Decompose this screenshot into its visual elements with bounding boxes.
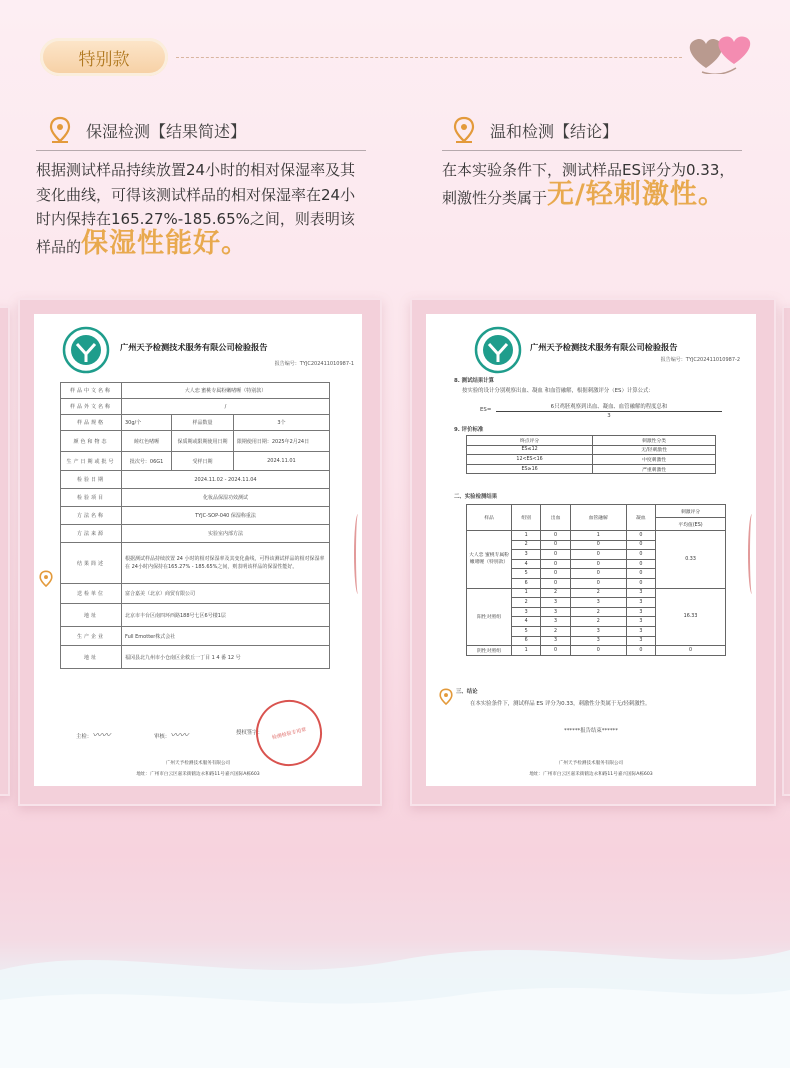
table-cell: 6 — [512, 636, 541, 646]
report1-table — [60, 382, 330, 669]
table-cell: 大人恋 蜜桃专属粉嫩啫喱（特别款） — [122, 383, 330, 399]
table-cell: 颜色和物态 — [61, 431, 122, 452]
section8-title: 8. 测试结果计算 — [454, 378, 495, 384]
table-cell: 0 — [570, 559, 626, 569]
table-cell: 0 — [570, 578, 626, 588]
table-cell: 2 — [512, 598, 541, 608]
table-cell: 阳性对照组 — [467, 588, 512, 646]
mildness-section-title: 温和检测【结论】 — [452, 116, 618, 144]
report2-footer-address: 地址：广州市白云区嘉禾街鹤边永和路11号嘉兴国际A栋603 — [529, 772, 653, 777]
results-table — [466, 504, 726, 656]
section8-text: 按实验的设计分别观察出血、凝血 和血管融解，根据刺激评分（ES）计算公式： — [462, 388, 654, 394]
table-cell: 终点评分 — [467, 436, 593, 446]
table-cell: 3个 — [233, 415, 329, 431]
header-divider — [176, 57, 682, 58]
table-cell: 2 — [541, 588, 570, 598]
table-cell: 批次号：06G1 — [122, 452, 172, 471]
moisture-divider — [36, 150, 366, 151]
table-cell: 1 — [512, 588, 541, 598]
table-cell: 0 — [626, 559, 655, 569]
edge-stamp — [354, 514, 362, 594]
table-cell: 化妆品保湿功效测试 — [122, 489, 330, 507]
table-cell: 3 — [570, 636, 626, 646]
table-cell: 0 — [570, 550, 626, 560]
criteria-table — [466, 435, 716, 474]
table-cell: 3 — [626, 626, 655, 636]
table-cell: 2 — [570, 607, 626, 617]
report-end: ******报告结束****** — [564, 728, 618, 734]
table-cell: 组别 — [512, 505, 541, 531]
formula-label: ES= — [480, 407, 492, 413]
table-cell: 3 — [541, 598, 570, 608]
table-cell: 检验日期 — [61, 471, 122, 489]
table-cell: 0.33 — [656, 531, 726, 589]
table-cell: 结果简述 — [61, 543, 122, 584]
table-cell: 福冈县北九州市小仓南区企救丘一丁目 1 4 番 12 号 — [122, 646, 330, 669]
table-cell: 0 — [541, 550, 570, 560]
table-cell: 地址 — [61, 646, 122, 669]
table-cell: 严重刺激性 — [593, 464, 716, 474]
table-cell: 0 — [626, 569, 655, 579]
table-cell: 北京市丰台区南四环西路188号七区6号楼1层 — [122, 604, 330, 627]
special-badge: 特别款 — [40, 38, 168, 76]
table-cell: 1 — [570, 531, 626, 541]
table-cell: 3 — [626, 588, 655, 598]
table-cell: 大人恋 蜜桃专属粉嫩啫喱（特别款） — [467, 531, 512, 589]
table-cell: 5 — [512, 626, 541, 636]
table-cell: 3 — [541, 636, 570, 646]
location-pin-icon — [48, 116, 72, 144]
table-cell: 3 — [626, 617, 655, 627]
formula-denominator: 3 — [607, 413, 611, 419]
table-cell: 0 — [541, 540, 570, 550]
table-cell: 样品外文名称 — [61, 399, 122, 415]
table-cell: 0 — [626, 550, 655, 560]
table-cell: 0 — [626, 531, 655, 541]
table-cell: 中度刺激性 — [593, 455, 716, 465]
report2-title: 广州天予检测技术服务有限公司检验报告 — [530, 342, 678, 352]
report1-number: 报告编号：TYJC202411010987-1 — [274, 361, 354, 367]
table-cell: 血管融解 — [570, 505, 626, 531]
table-cell: 检验项目 — [61, 489, 122, 507]
table-cell: 0 — [656, 646, 726, 656]
company-logo-icon — [62, 326, 110, 374]
table-cell: 刺激性分类 — [593, 436, 716, 446]
table-cell: 2 — [512, 540, 541, 550]
table-cell: 0 — [570, 569, 626, 579]
report1-page — [34, 314, 362, 786]
table-cell: 出血 — [541, 505, 570, 531]
table-cell: 3 — [570, 598, 626, 608]
report2-page — [426, 314, 756, 786]
table-cell: 16.33 — [656, 588, 726, 646]
report1-title: 广州天予检测技术服务有限公司检验报告 — [120, 342, 268, 352]
conclusion-text: 在本实验条件下，测试样品 ES 评分为0.33，刺激性分类属于无/轻刺激性。 — [470, 701, 651, 707]
table-cell: 2 — [570, 617, 626, 627]
table-cell: 0 — [541, 559, 570, 569]
table-cell: 2024.11.02 - 2024.11.04 — [122, 471, 330, 489]
table-cell: 6 — [512, 578, 541, 588]
table-cell: 刺激评分 — [656, 505, 726, 518]
moisture-paragraph: 根据测试样品持续放置24小时的相对保湿率及其变化曲线，可得该测试样品的相对保湿率在24小时内保持在165.27%-185.65%之间，则表明该样品的保湿性能好。 — [36, 161, 356, 259]
table-cell: 样品数量 — [172, 415, 234, 431]
table-cell: 5 — [512, 569, 541, 579]
table-cell: Full Emotter株式会社 — [122, 627, 330, 646]
table-cell: 3 — [626, 636, 655, 646]
partial-frame-left — [0, 306, 10, 796]
report1-footer-address: 地址：广州市白云区嘉禾街鹤边永和路11号嘉兴国际A栋603 — [136, 772, 260, 777]
table-cell: 0 — [626, 540, 655, 550]
table-cell: 样品中文名称 — [61, 383, 122, 399]
moisture-highlight: 保湿性能好。 — [81, 227, 250, 259]
partial-frame-right — [782, 306, 790, 796]
table-cell: 受样日期 — [172, 452, 234, 471]
table-cell: 30g/个 — [122, 415, 172, 431]
table-cell: 凝血 — [626, 505, 655, 531]
table-cell: 1 — [512, 646, 541, 656]
bottom-wave — [0, 900, 790, 1068]
report2-number: 报告编号：TYJC202411010987-2 — [660, 357, 740, 363]
table-cell: 3 — [626, 607, 655, 617]
table-cell: / — [122, 399, 330, 415]
mildness-divider — [442, 150, 742, 151]
official-stamp: 检测检验专用章 — [249, 693, 329, 773]
table-cell: 2024.11.01 — [233, 452, 329, 471]
report1-footer-company: 广州天予检测技术服务有限公司 — [165, 761, 231, 766]
table-cell: 方法来源 — [61, 525, 122, 543]
table-cell: 3 — [570, 626, 626, 636]
table-cell: 平均值(ES) — [656, 518, 726, 531]
table-cell: 2 — [570, 588, 626, 598]
table-cell: 1 — [512, 531, 541, 541]
table-cell: 样品 — [467, 505, 512, 531]
sig-approve: 授权签字： — [236, 730, 263, 736]
table-cell: 生产日期或批号 — [61, 452, 122, 471]
formula-numerator: 6只鸡胚观察到出血、凝血、血管融解的程度总和 — [496, 402, 722, 412]
table-cell: ES≥16 — [467, 464, 593, 474]
table-cell: 0 — [541, 578, 570, 588]
table-cell: 0 — [541, 646, 570, 656]
table-cell: 地址 — [61, 604, 122, 627]
table-cell: TYJC-SOP-040 保湿称重法 — [122, 507, 330, 525]
location-pin-icon — [452, 116, 476, 144]
table-cell: 无/轻刺激性 — [593, 445, 716, 455]
table-cell: 3 — [512, 550, 541, 560]
section9-title: 9. 评价标准 — [454, 427, 484, 433]
table-cell: 0 — [626, 646, 655, 656]
sig-main: 主检：〰〰 — [76, 731, 111, 741]
location-pin-icon — [438, 688, 454, 706]
table-cell: 生产企业 — [61, 627, 122, 646]
table-cell: 限期使用日期：2025年2月24日 — [233, 431, 329, 452]
mildness-paragraph: 在本实验条件下，测试样品ES评分为0.33，刺激性分类属于无/轻刺激性。 — [442, 161, 735, 210]
table-cell: 保质期或限期使用日期 — [172, 431, 234, 452]
location-pin-icon — [38, 570, 54, 588]
table-cell: 2 — [541, 626, 570, 636]
table-cell: 鲑红色啫喱 — [122, 431, 172, 452]
table-cell: ES≤12 — [467, 445, 593, 455]
table-cell: 0 — [626, 578, 655, 588]
report2-footer-company: 广州天予检测技术服务有限公司 — [558, 761, 624, 766]
table-cell: 0 — [570, 646, 626, 656]
table-cell: 样品规格 — [61, 415, 122, 431]
table-cell: 根据测试样品持续放置 24 小时的相对保湿率及其变化曲线，可得该测试样品的相对保湿率在 24小时内保持在165.27% - 185.65%之间，则表明该样品的保湿性能好。 — [122, 543, 330, 584]
table-cell: 4 — [512, 559, 541, 569]
table-cell: 3 — [541, 607, 570, 617]
table-cell: 实验室内部方法 — [122, 525, 330, 543]
table-cell: 0 — [541, 569, 570, 579]
table-cell: 方法名称 — [61, 507, 122, 525]
hearts-icon — [684, 34, 758, 74]
table-cell: 阴性对照组 — [467, 646, 512, 656]
table-cell: 送检单位 — [61, 584, 122, 604]
edge-stamp — [748, 514, 756, 594]
results-title: 二、实验检测结果 — [454, 494, 498, 500]
table-cell: 0 — [541, 531, 570, 541]
table-cell: 0 — [570, 540, 626, 550]
table-cell: 12<ES<16 — [467, 455, 593, 465]
company-logo-icon — [474, 326, 522, 374]
conclusion-title: 三、结论 — [456, 689, 478, 695]
mildness-highlight: 无/轻刺激性。 — [547, 178, 726, 210]
moisture-section-title: 保湿检测【结果简述】 — [48, 116, 246, 144]
sig-review: 审核：〰〰 — [154, 731, 189, 741]
table-cell: 3 — [626, 598, 655, 608]
table-cell: 3 — [541, 617, 570, 627]
table-cell: 3 — [512, 607, 541, 617]
table-cell: 富合嘉美（北京）商贸有限公司 — [122, 584, 330, 604]
table-cell: 4 — [512, 617, 541, 627]
